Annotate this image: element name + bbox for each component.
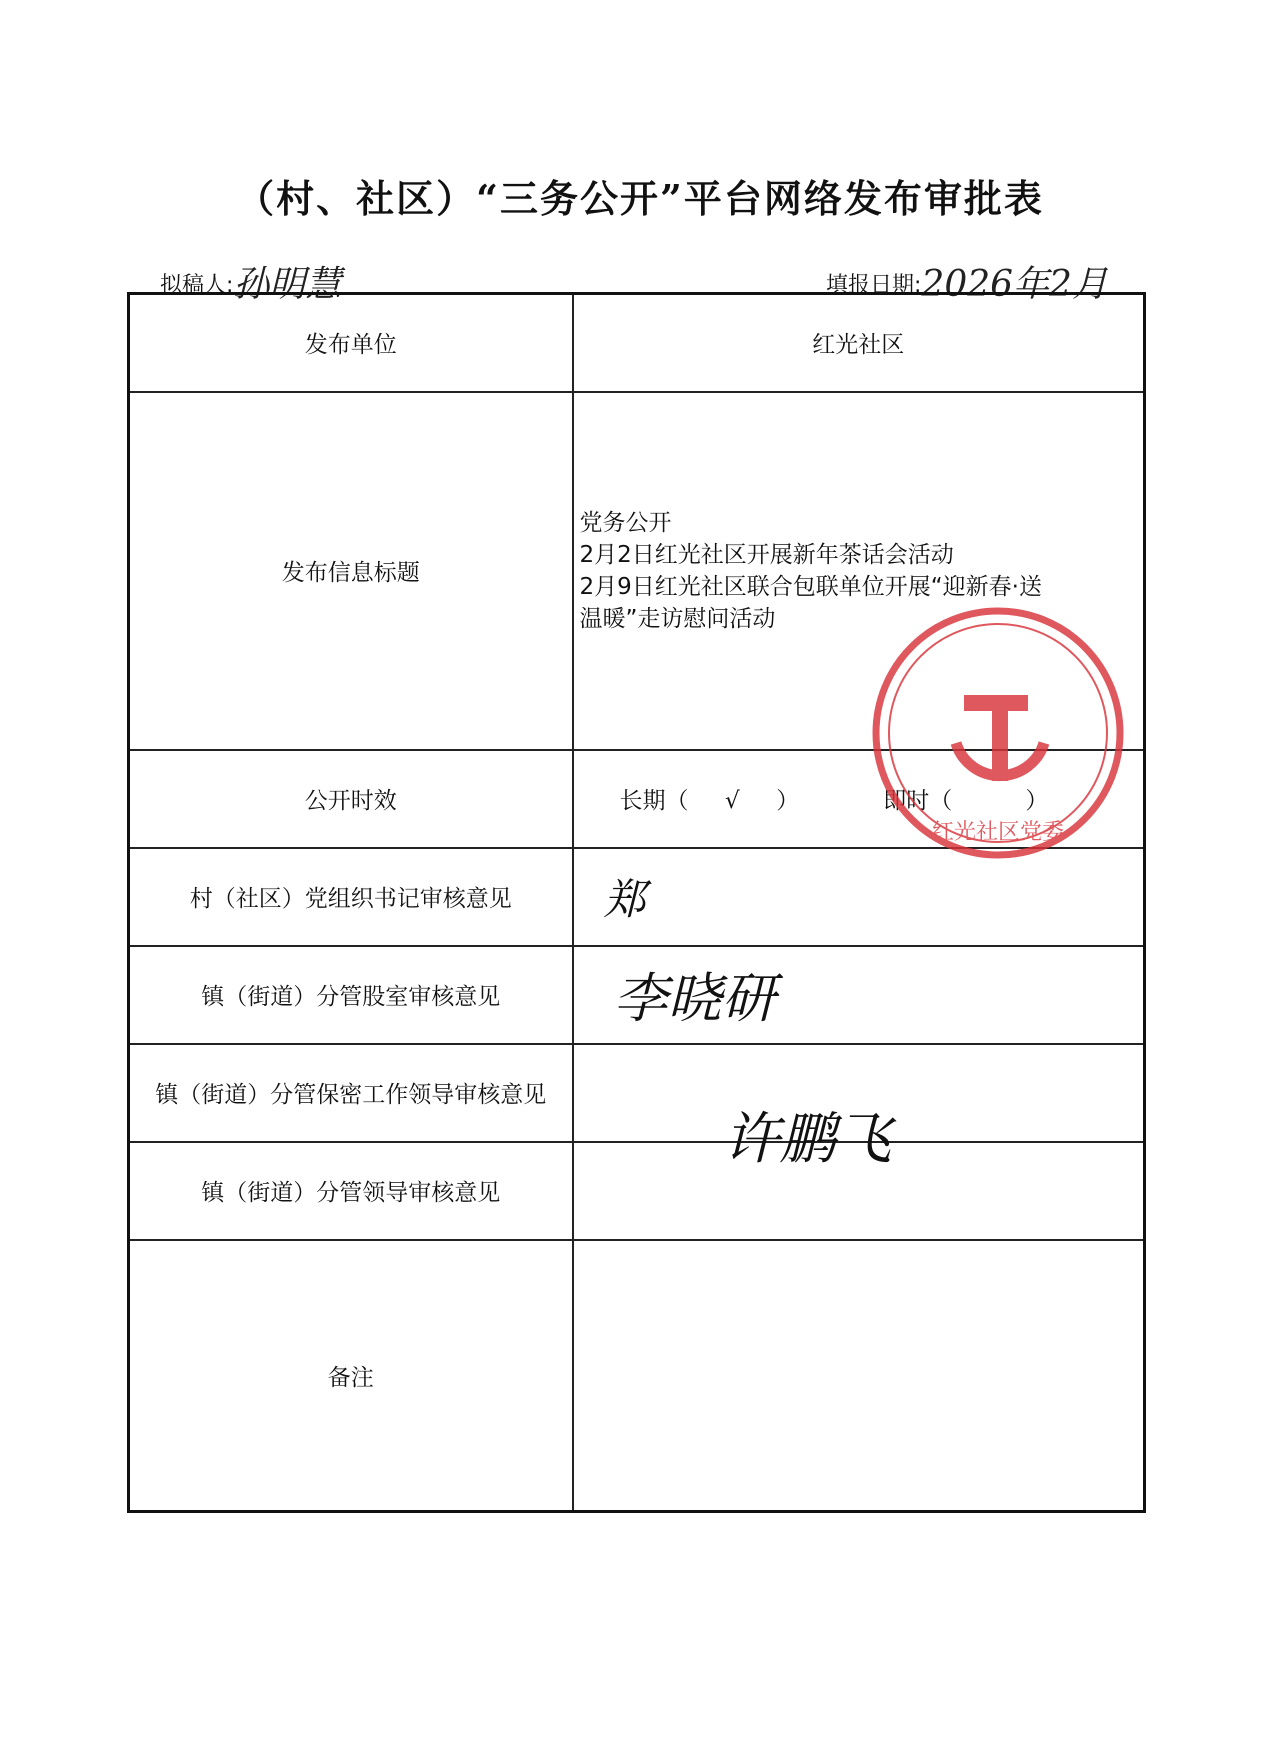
info-title-line: 2月2日红光社区开展新年茶话会活动 (579, 541, 954, 568)
immediate-option: 即时（ ） (883, 788, 1049, 814)
info-title-line: 2月9日红光社区联合包联单位开展“迎新春·送 (579, 573, 1042, 600)
table-row (129, 848, 1145, 946)
table-row (129, 1044, 1145, 1142)
approval-table (127, 292, 1146, 1513)
remarks-label: 备注 (129, 1240, 573, 1512)
secrecy-opinion (573, 1044, 1145, 1172)
info-title-value (573, 392, 1145, 750)
form-title: （村、社区）“三务公开”平台网络发布审批表 (236, 176, 1044, 221)
info-title-line: 党务公开 (579, 509, 672, 536)
table-row (129, 1240, 1145, 1512)
table-row (129, 392, 1145, 750)
info-title-line: 温暖”走访慰问活动 (579, 605, 776, 632)
table-row (129, 294, 1145, 392)
table-row (129, 750, 1145, 848)
fill-date-value: 2026年2月 (921, 264, 1108, 305)
secretary-signature: 郑 (603, 874, 646, 924)
drafter-label: 拟稿人: (160, 273, 234, 298)
secretary-opinion (573, 848, 1145, 946)
fill-date-label: 填报日期: (826, 273, 922, 298)
timing-value (573, 750, 1145, 848)
secrecy-signature: 许鹏飞 (723, 1106, 892, 1172)
unit-label: 发布单位 (129, 294, 573, 392)
office-label: 镇（街道）分管股室审核意见 (129, 946, 573, 1044)
drafter-signature: 孙明慧 (233, 264, 342, 305)
office-signature: 李晓研 (613, 967, 776, 1030)
timing-label: 公开时效 (129, 750, 573, 848)
unit-value: 红光社区 (573, 294, 1145, 392)
secrecy-label: 镇（街道）分管保密工作领导审核意见 (129, 1044, 573, 1142)
secretary-label: 村（社区）党组织书记审核意见 (129, 848, 573, 946)
table-row (129, 946, 1145, 1044)
info-title-label: 发布信息标题 (129, 392, 573, 750)
seal-text: 红光社区党委 (931, 820, 1065, 845)
long-term-option: 长期（ √ ） (619, 788, 800, 814)
office-opinion (573, 946, 1145, 1044)
leader-label: 镇（街道）分管领导审核意见 (129, 1142, 573, 1240)
remarks-value (573, 1240, 1145, 1512)
